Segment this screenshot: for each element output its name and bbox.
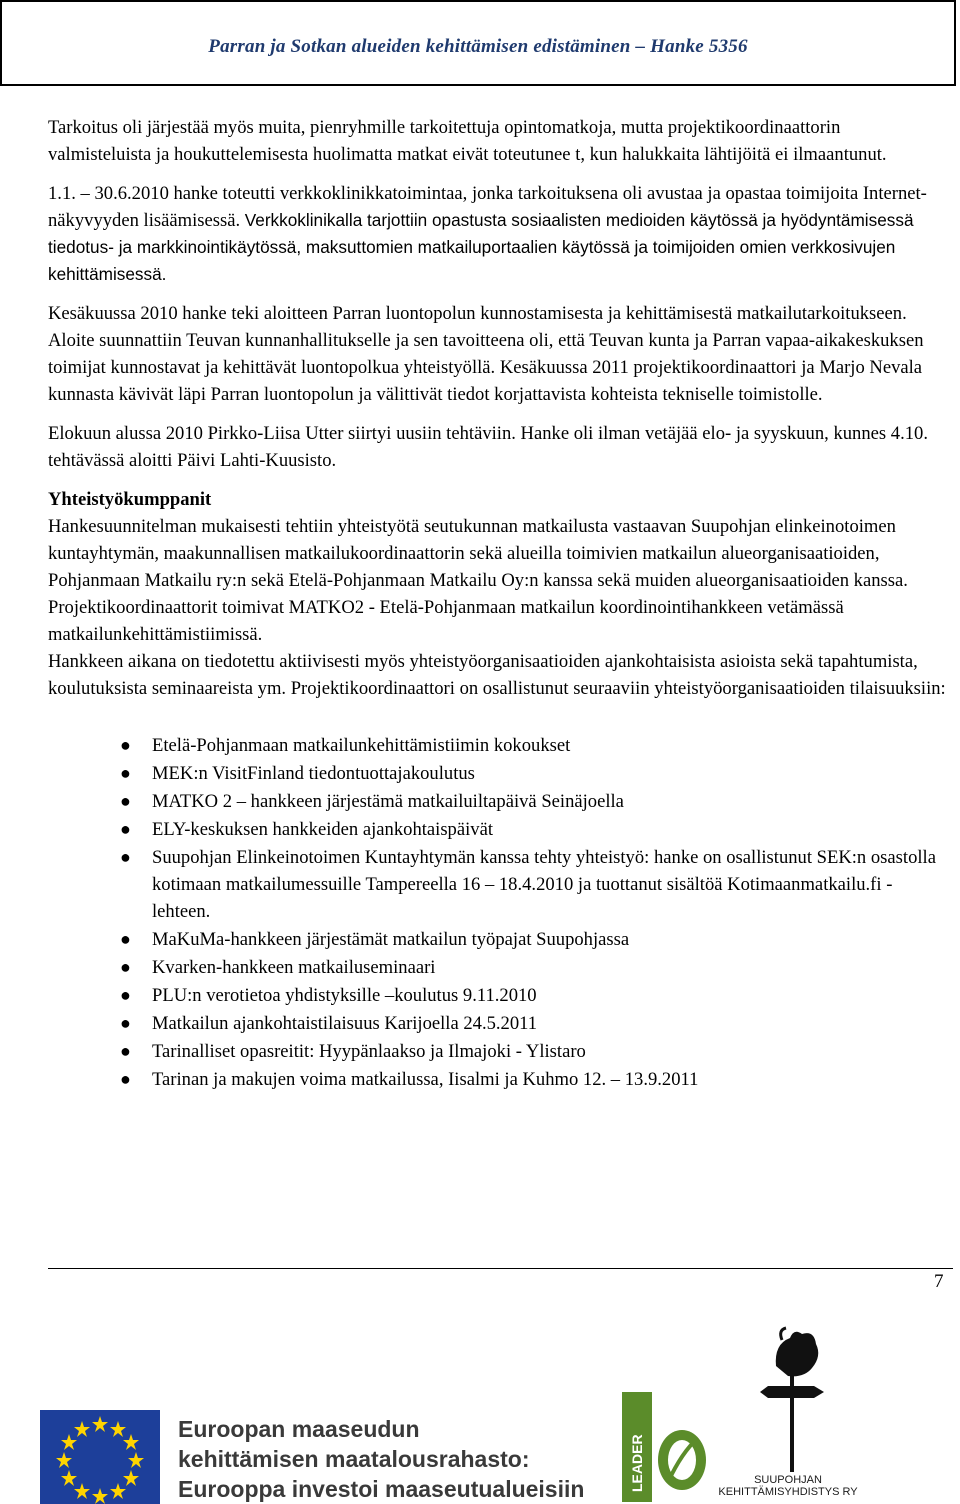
document-body (48, 114, 948, 1094)
eu-text-line: kehittämisen maatalousrahasto: (178, 1446, 530, 1472)
org-name-line: SUUPOHJAN (754, 1474, 822, 1486)
bullet-icon: ● (120, 819, 131, 839)
bullet-icon: ● (120, 1013, 131, 1033)
paragraph-matko2: Projektikoordinaattorit toimivat MATKO2 - Etelä-Pohjanmaan matkailun koordinointihankkeen vetämässä matkailunkehittämistiimissä. (48, 597, 844, 645)
bullet-icon: ● (120, 929, 131, 949)
paragraph-web-clinic (48, 180, 948, 288)
eu-fund-text (178, 1414, 608, 1504)
leader-text: LEADER (629, 1434, 645, 1492)
organization-name (708, 1474, 868, 1498)
section-heading: Yhteistyökumppanit (48, 489, 212, 510)
paragraph-web-clinic-serif: 1.1. – 30.6.2010 hanke toteutti verkkoklinikkatoimintaa, jonka tarkoituksena oli avustaa ja opastaa toimijoita Internet-näkyvyyden lisäämisessä. (48, 183, 927, 231)
list-item: ● Kvarken-hankkeen matkailuseminaari (48, 954, 948, 981)
list-item: ● MaKuMa-hankkeen järjestämät matkailun työpajat Suupohjassa (48, 926, 948, 953)
list-item: ● MEK:n VisitFinland tiedontuottajakoulutus (48, 760, 948, 787)
eu-flag-icon (40, 1410, 160, 1504)
paragraph-staff-change: Elokuun alussa 2010 Pirkko-Liisa Utter siirtyi uusiin tehtäviin. Hanke oli ilman vetäjää elo- ja syyskuun, kunnes 4.10. tehtävässä aloitti Päivi Lahti-Kuusisto. (48, 423, 928, 471)
events-list (48, 732, 948, 1093)
paragraph-events-intro: Hankkeen aikana on tiedotettu aktiivisesti myös yhteistyöorganisaatioiden ajankohtaisista asioista sekä tapahtumista, koulutuksista seminaareista ym. Projektikoordinaattori on osallistunut seuraaviin yhteistyöorganisaatioiden tilaisuuksiin: (48, 651, 946, 699)
list-item: ● MATKO 2 – hankkeen järjestämä matkailuiltapäivä Seinäjoella (48, 788, 948, 815)
header-title: Parran ja Sotkan alueiden kehittämisen edistäminen – Hanke 5356 (208, 36, 748, 57)
bullet-icon: ● (120, 847, 131, 867)
paragraph-cooperation: Hankesuunnitelman mukaisesti tehtiin yhteistyötä seutukunnan matkailusta vastaavan Suupohjan elinkeinotoimen kuntayhtymän, maakunnallisen matkailukoordinaattorin sekä alueilla toimivien matkailun alueorganisaatioiden, Pohjanmaan Matkailu ry:n sekä Etelä-Pohjanmaan Matkailu Oy:n kanssa sekä muiden alueorganisaatioiden kanssa. (48, 516, 908, 591)
list-item: ● ELY-keskuksen hankkeiden ajankohtaispäivät (48, 816, 948, 843)
bullet-icon: ● (120, 1069, 131, 1089)
bullet-icon: ● (120, 791, 131, 811)
bullet-icon: ● (120, 1041, 131, 1061)
eu-text-line: Eurooppa investoi maaseutualueisiin (178, 1476, 585, 1502)
list-item: ● Matkailun ajankohtaistilaisuus Karijoella 24.5.2011 (48, 1010, 948, 1037)
bullet-icon: ● (120, 985, 131, 1005)
footer-divider (48, 1268, 953, 1269)
org-name-line: KEHITTÄMISYHDISTYS RY (718, 1486, 858, 1498)
eu-text-line: Euroopan maaseudun (178, 1416, 420, 1442)
paragraph-web-clinic-sans: Verkkoklinikalla tarjottiin opastusta sosiaalisten medioiden käytössä ja hyödyntämisessä tiedotus- ja markkinointikäytössä, maksuttomien matkailuportaalien käytössä ja toimijoiden omien verkkosivujen kehittämisessä. (48, 210, 914, 284)
paragraph-study-trips: Tarkoitus oli järjestää myös muita, pienryhmille tarkoitettuja opintomatkoja, mutta projektikoordinaattorin valmisteluista ja houkuttelemisesta huolimatta matkat eivät toteutunee t, kun halukkaita lähtijöitä ei ilmaantunut. (48, 117, 887, 165)
bullet-icon: ● (120, 763, 131, 783)
paragraph-nature-trail: Kesäkuussa 2010 hanke teki aloitteen Parran luontopolun kunnostamisesta ja kehittämisestä matkailutarkoitukseen. Aloite suunnattiin Teuvan kunnanhallitukselle ja sen tavoitteena oli, että Teuvan kunta ja Parran vapaa-aikakeskuksen toimijat kunnostavat ja kehittävät luontopolkua yhteistyöllä. Kesäkuussa 2011 projektikoordinaattori ja Marjo Nevala kunnasta kävivät läpi Parran luontopolun ja välittivät tiedot korjattavista kohteista tekniselle toimistolle. (48, 303, 924, 405)
bullet-icon: ● (120, 735, 131, 755)
list-item: ● Tarinan ja makujen voima matkailussa, Iisalmi ja Kuhmo 12. – 13.9.2011 (48, 1066, 948, 1093)
list-item: ● Etelä-Pohjanmaan matkailunkehittämistiimin kokoukset (48, 732, 948, 759)
list-item: ● Tarinalliset opasreitit: Hyypänlaakso ja Ilmajoki - Ylistaro (48, 1038, 948, 1065)
bullet-icon: ● (120, 957, 131, 977)
list-item: ● Suupohjan Elinkeinotoimen Kuntayhtymän kanssa tehty yhteistyö: hanke on osallistunut SEK:n osastolla kotimaan matkailumessuille Tampereella 16 – 18.4.2010 ja tuottanut sisältöä Kotimaanmatkailu.fi -lehteen. (48, 844, 948, 925)
page-number: 7 (934, 1271, 944, 1292)
list-item: ● PLU:n verotietoa yhdistyksille –koulutus 9.11.2010 (48, 982, 948, 1009)
document-header (0, 0, 956, 86)
rooster-weathervane-icon (756, 1326, 826, 1474)
leader-logo-icon (622, 1392, 710, 1502)
